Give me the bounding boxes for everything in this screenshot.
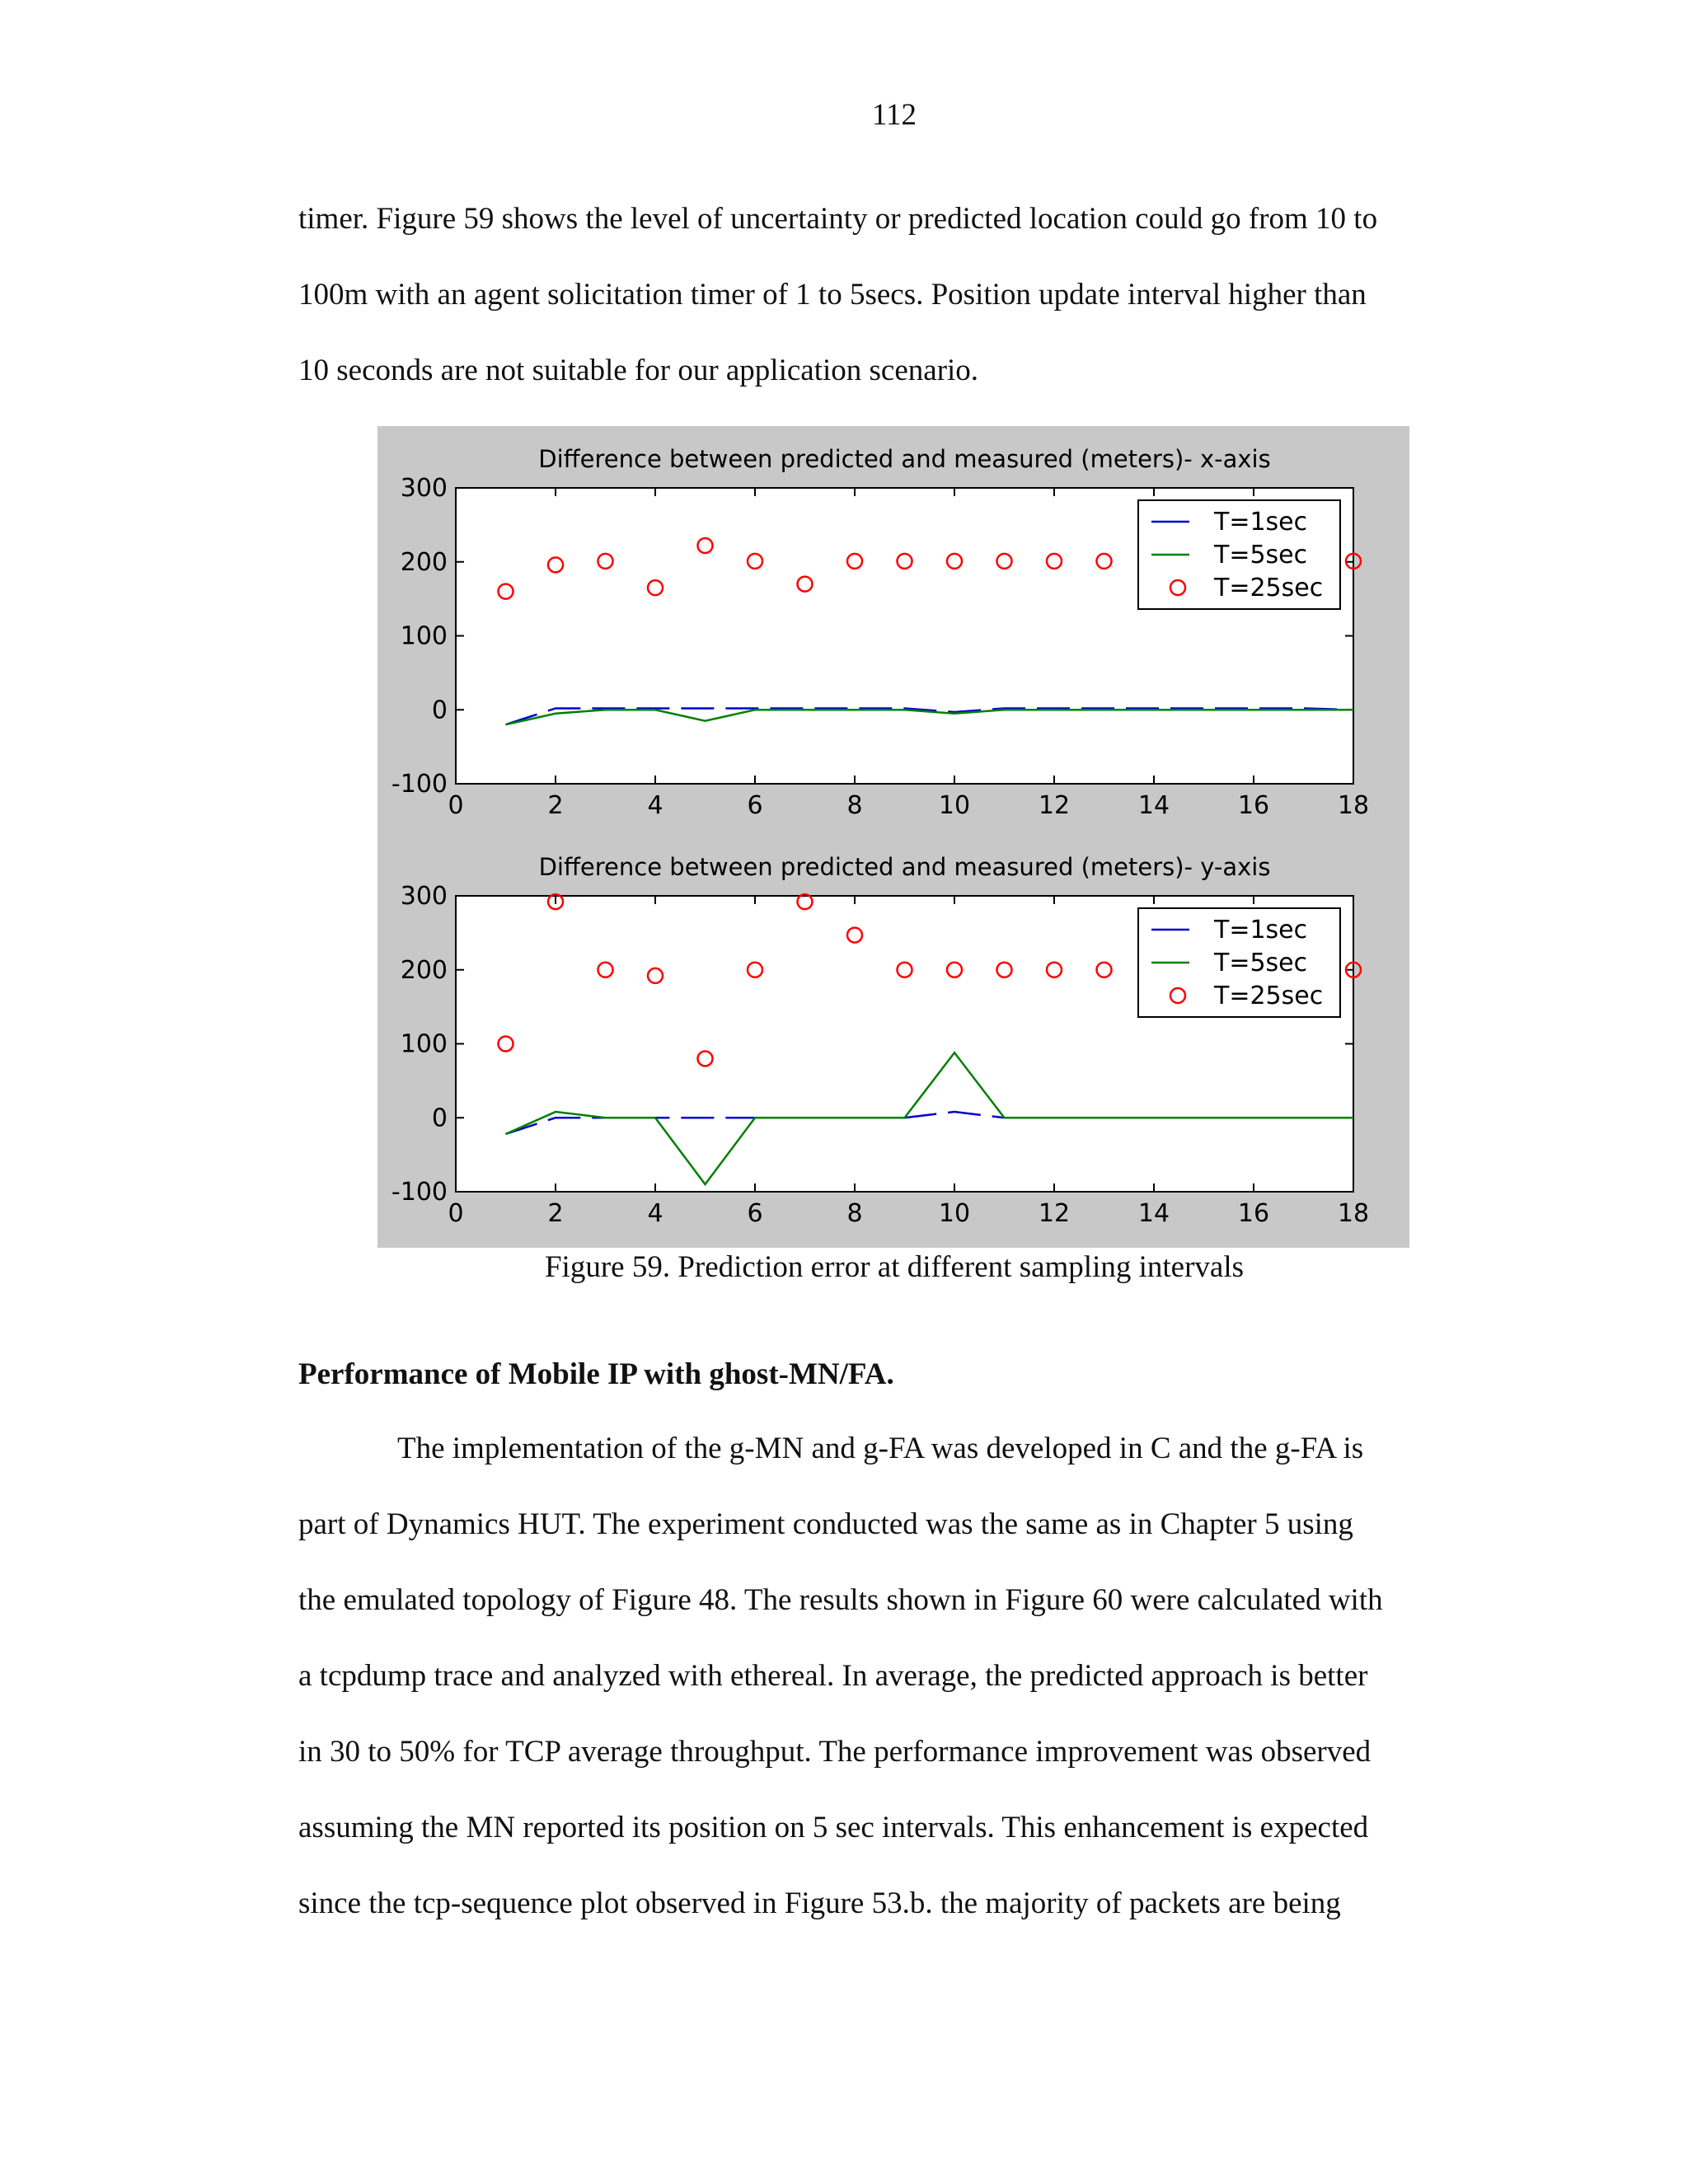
x-tick-label: 18 <box>1337 791 1370 820</box>
chart-title: Difference between predicted and measured (meters)- y-axis <box>538 853 1271 881</box>
y-tick-label: -100 <box>391 770 448 799</box>
figure-59-charts <box>377 426 1409 1248</box>
legend <box>1138 908 1340 1017</box>
text-line: 10 seconds are not suitable for our application scenario. <box>298 354 979 387</box>
y-tick-label: 0 <box>431 696 448 725</box>
y-tick-label: 100 <box>400 1029 448 1059</box>
x-tick-label: 0 <box>448 791 464 820</box>
legend <box>1138 500 1340 609</box>
intro-paragraph <box>298 181 1485 409</box>
y-tick-label: -100 <box>391 1178 448 1207</box>
x-tick-label: 14 <box>1137 1199 1170 1228</box>
x-tick-label: 6 <box>747 791 763 820</box>
text-line: assuming the MN reported its position on 5 sec intervals. This enhancement is expected <box>298 1811 1369 1844</box>
x-tick-label: 2 <box>547 1199 564 1228</box>
legend-label: T=5sec <box>1214 541 1308 569</box>
legend-label: T=25sec <box>1214 982 1324 1010</box>
x-tick-label: 10 <box>938 791 971 820</box>
x-tick-label: 6 <box>747 1199 763 1228</box>
chart-title: Difference between predicted and measured (meters)- x-axis <box>538 445 1271 473</box>
chart-2 <box>392 853 1369 1228</box>
legend-label: T=5sec <box>1214 949 1308 977</box>
text-line: since the tcp-sequence plot observed in Figure 53.b. the majority of packets are being <box>298 1886 1341 1920</box>
legend-label: T=25sec <box>1214 574 1324 602</box>
x-tick-label: 10 <box>938 1199 971 1228</box>
x-tick-label: 12 <box>1038 1199 1071 1228</box>
text-line: The implementation of the g-MN and g-FA was developed in C and the g-FA is <box>397 1432 1364 1465</box>
y-tick-label: 0 <box>431 1104 448 1133</box>
text-line: the emulated topology of Figure 48. The results shown in Figure 60 were calculated with <box>298 1583 1383 1617</box>
x-tick-label: 8 <box>846 1199 863 1228</box>
y-tick-label: 100 <box>400 621 448 651</box>
x-tick-label: 16 <box>1237 1199 1270 1228</box>
x-tick-label: 18 <box>1337 1199 1370 1228</box>
text-line: a tcpdump trace and analyzed with ethereal. In average, the predicted approach is better <box>298 1659 1368 1693</box>
text-line: 100m with an agent solicitation timer of 1 to 5secs. Position update interval higher than <box>298 278 1367 312</box>
figure-caption: Figure 59. Prediction error at different sampling intervals <box>544 1250 1245 1284</box>
text-line: timer. Figure 59 shows the level of uncertainty or predicted location could go from 10 to <box>298 202 1378 236</box>
y-tick-label: 200 <box>400 547 448 577</box>
x-tick-label: 16 <box>1237 791 1270 820</box>
page-number: 112 <box>871 98 917 132</box>
section-heading: Performance of Mobile IP with ghost-MN/FA. <box>298 1357 894 1391</box>
text-line: part of Dynamics HUT. The experiment conducted was the same as in Chapter 5 using <box>298 1507 1353 1541</box>
y-tick-label: 200 <box>400 955 448 985</box>
x-tick-label: 14 <box>1137 791 1170 820</box>
legend-label: T=1sec <box>1214 916 1308 944</box>
figure-59 <box>377 426 1409 1248</box>
legend-label: T=1sec <box>1214 508 1308 537</box>
y-tick-label: 300 <box>400 474 448 503</box>
body-paragraph <box>298 1411 1485 1942</box>
x-tick-label: 4 <box>647 791 663 820</box>
y-tick-label: 300 <box>400 882 448 911</box>
x-tick-label: 4 <box>647 1199 663 1228</box>
x-tick-label: 8 <box>846 791 863 820</box>
x-tick-label: 2 <box>547 791 564 820</box>
x-tick-label: 0 <box>448 1199 464 1228</box>
chart-1 <box>392 445 1369 820</box>
text-line: in 30 to 50% for TCP average throughput. The performance improvement was observed <box>298 1735 1372 1769</box>
x-tick-label: 12 <box>1038 791 1071 820</box>
